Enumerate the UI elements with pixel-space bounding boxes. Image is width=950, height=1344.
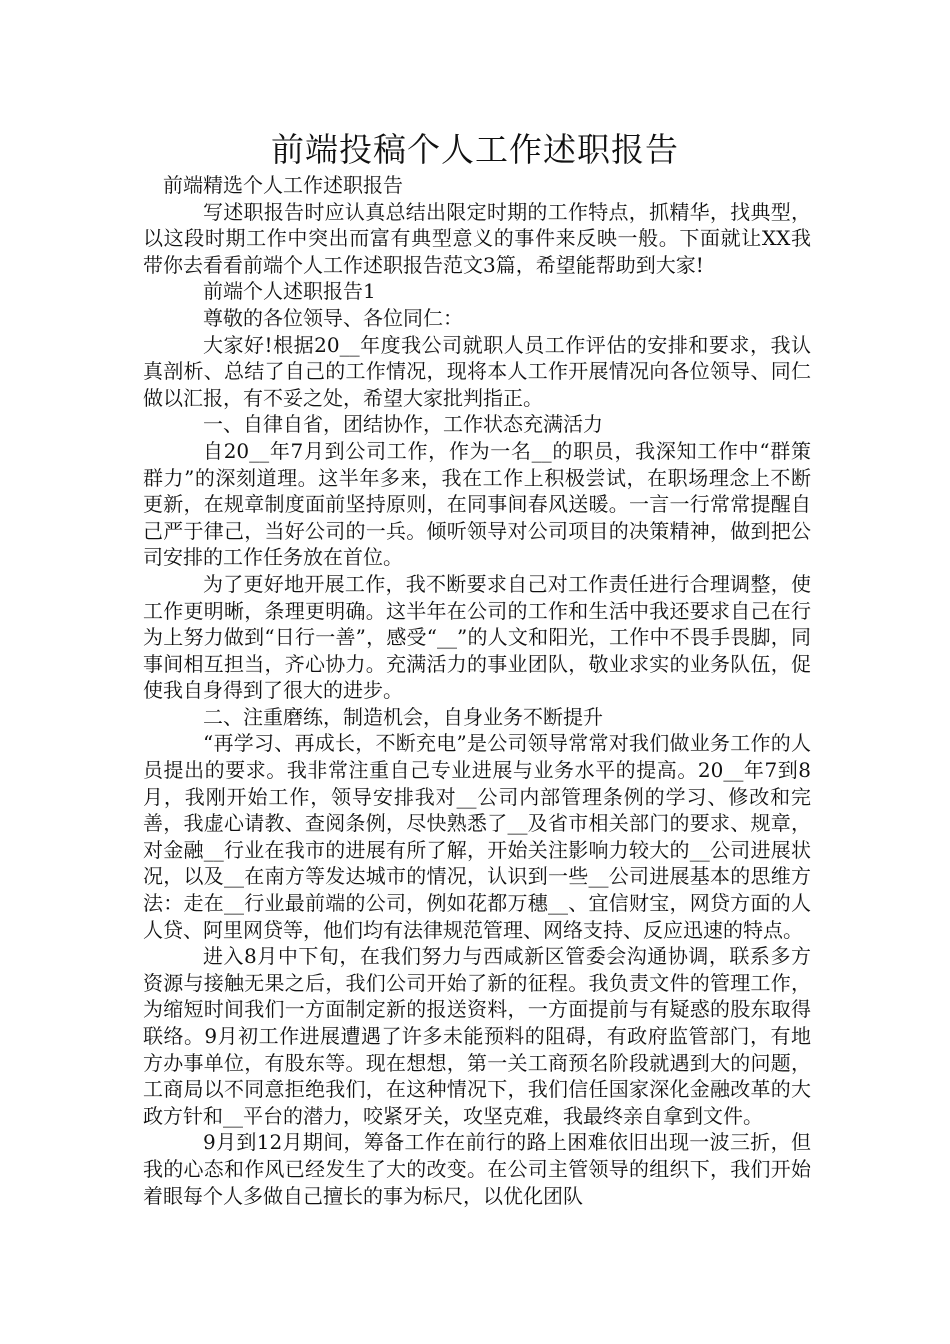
- body-paragraph: 前端个人述职报告1: [203, 279, 376, 304]
- document-title: 前端投稿个人工作述职报告: [271, 130, 679, 169]
- body-paragraph: 进入8月中下旬，在我们努力与西咸新区管委会沟通协调，联系多方资源与接触无果之后，我们公司开始了新的征程。我负责文件的管理工作，为缩短时间我们一方面制定新的报送资料，一方面提前与有疑惑的股东取得联络。9月初工作进展遭遇了许多未能预料的阻碍，有政府监管部门，有地方办事单位，有股东等。现在想想，第一关工商预名阶段就遇到大的问题，工商局以不同意拒绝我们，在这种情况下，我们信任国家深化金融改革的大政方针和__平台的潜力，咬紧牙关，攻坚克难，我最终亲自拿到文件。: [143, 944, 811, 1128]
- body-paragraph: “再学习、再成长，不断充电”是公司领导常常对我们做业务工作的人员提出的要求。我非常注重自己专业进展与业务水平的提高。20__年7到8月，我刚开始工作，领导安排我对__公司内部管理条例的学习、修改和完善，我虚心请教、查阅条例，尽快熟悉了__及省市相关部门的要求、规章，对金融__行业在我市的进展有所了解，开始关注影响力较大的__公司进展状况，以及__在南方等发达城市的情况，认识到一些__公司进展基本的思维方法：走在__行业最前端的公司，例如花都万穗__、宜信财宝，网贷方面的人人贷、阿里网贷等，他们均有法律规范管理、网络支持、反应迅速的特点。: [143, 731, 811, 942]
- body-paragraph: 9月到12月期间，筹备工作在前行的路上困难依旧出现一波三折，但我的心态和作风已经发生了大的改变。在公司主管领导的组织下，我们开始着眼每个人多做自己擅长的事为标尺，以优化团队: [143, 1130, 811, 1208]
- body-paragraph: 一、自律自省，团结协作，工作状态充满活力: [203, 412, 603, 437]
- document-body: [143, 172, 811, 1209]
- body-paragraph: 写述职报告时应认真总结出限定时期的工作特点，抓精华，找典型，以这段时期工作中突出而富有典型意义的事件来反映一般。下面就让XX我带你去看看前端个人工作述职报告范文3篇，希望能帮助到大家!: [143, 199, 811, 277]
- body-paragraph: 为了更好地开展工作，我不断要求自己对工作责任进行合理调整，使工作更明晰，条理更明确。这半年在公司的工作和生活中我还要求自己在行为上努力做到“日行一善”，感受“__”的人文和阳光，工作中不畏手畏脚，同事间相互担当，齐心协力。充满活力的事业团队，敬业求实的业务队伍，促使我自身得到了很大的进步。: [143, 571, 811, 703]
- document-subtitle: 前端精选个人工作述职报告: [163, 173, 403, 197]
- body-paragraph: 大家好!根据20__年度我公司就职人员工作评估的安排和要求，我认真剖析、总结了自己的工作情况，现将本人工作开展情况向各位领导、同仁做以汇报，有不妥之处，希望大家批判指正。: [143, 332, 811, 410]
- body-paragraph: 二、注重磨练，制造机会，自身业务不断提升: [203, 704, 603, 729]
- body-paragraph: 自20__年7月到公司工作，作为一名__的职员，我深知工作中“群策群力”的深刻道理。这半年多来，我在工作上积极尝试，在职场理念上不断更新，在规章制度面前坚持原则，在同事间春风送暖。一言一行常常提醒自己严于律己，当好公司的一兵。倾听领导对公司项目的决策精神，做到把公司安排的工作任务放在首位。: [143, 438, 811, 570]
- body-paragraph: 尊敬的各位领导、各位同仁：: [203, 305, 463, 330]
